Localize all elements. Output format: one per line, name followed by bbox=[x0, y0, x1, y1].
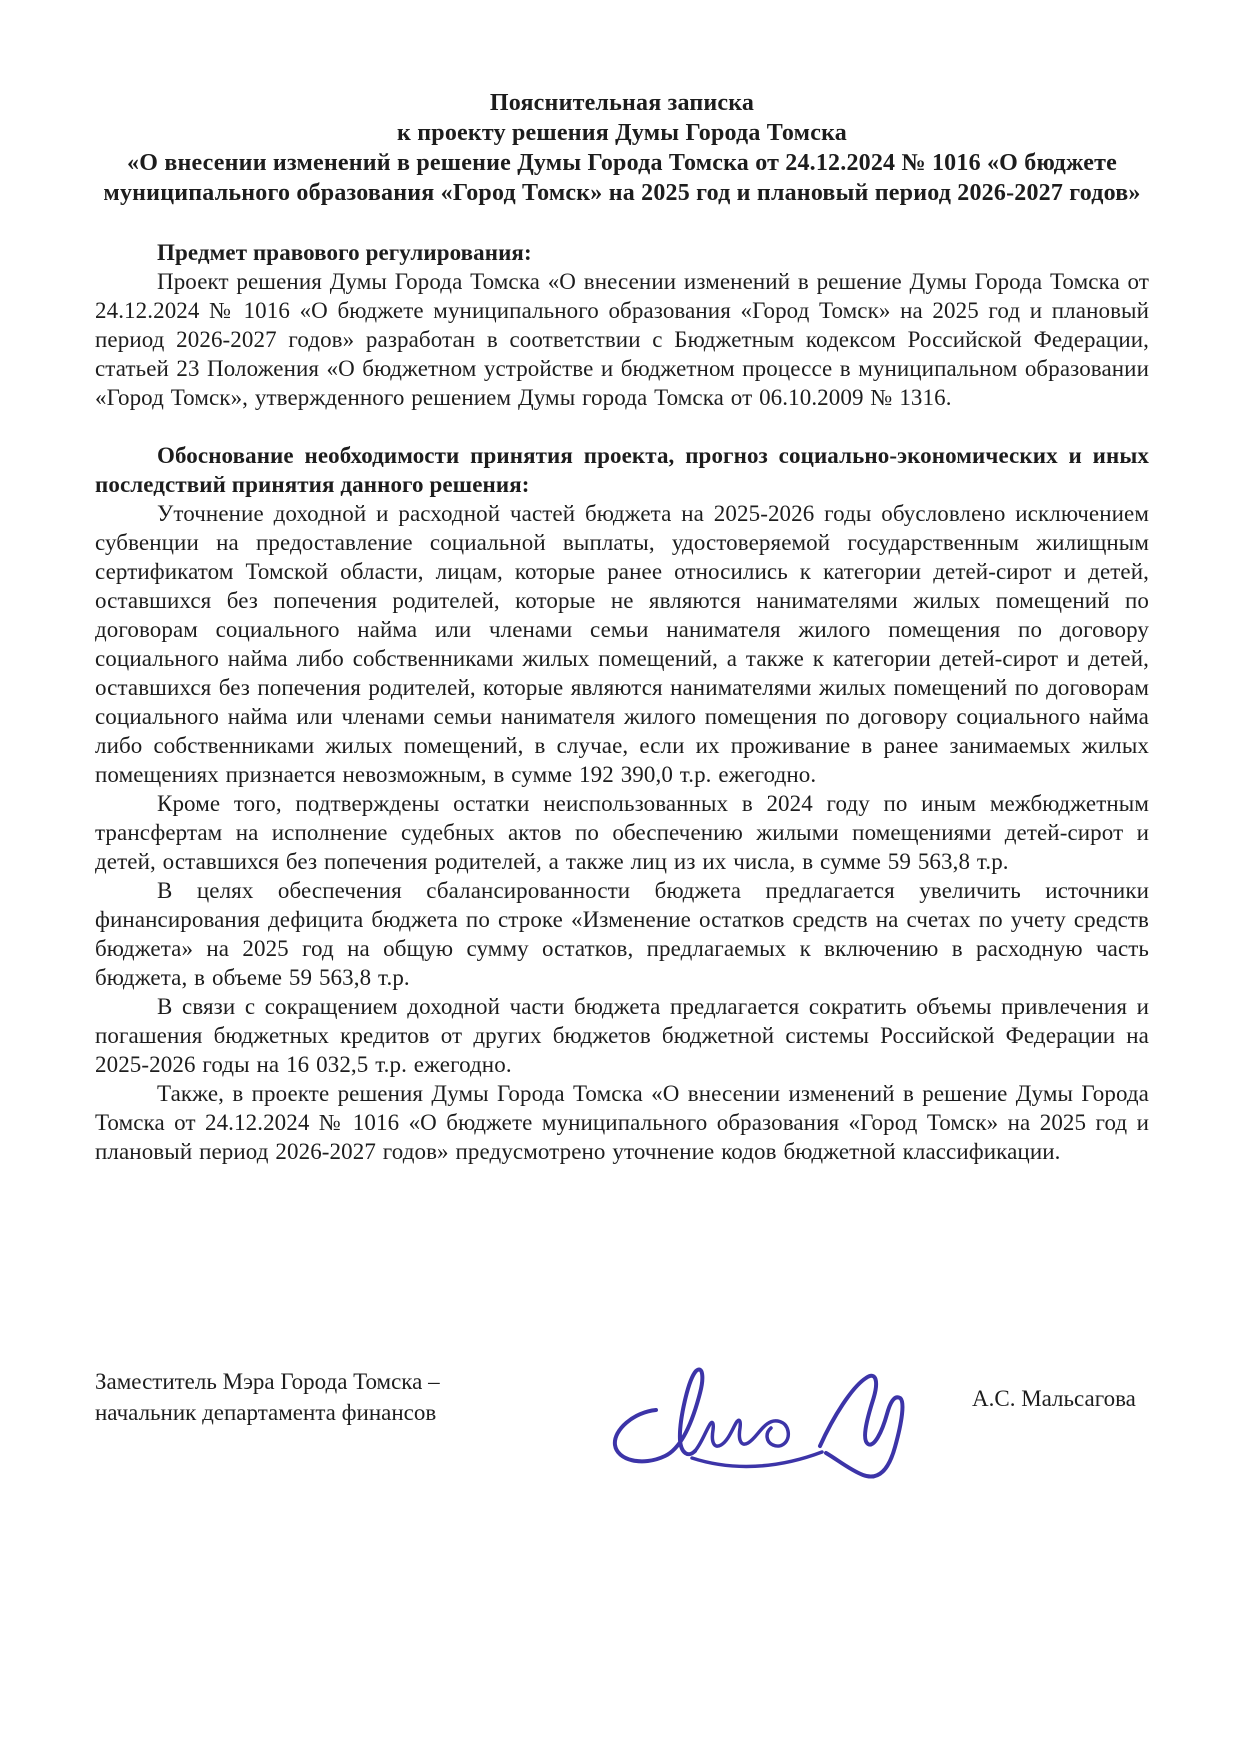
paragraph-budget-adjustment: Уточнение доходной и расходной частей бюджета на 2025-2026 годы обусловлено исключением субвенции на предоставление социальной выплаты, удостоверяемой государственным жилищным сертификатом Томской области, лицам, которые ранее относились к категории детей-сирот и детей, оставшихся без попечения родителей, которые не являются нанимателями жилых помещений по договорам социального найма или членами семьи нанимателя жилого помещения по договору социального найма либо собственниками жилых помещений, а также к категории детей-сирот и детей, оставшихся без попечения родителей, которые являются нанимателями жилых помещений по договорам социального найма или членами семьи нанимателя жилого помещения по договору социального найма либо собственниками жилых помещений, в случае, если их проживание в ранее занимаемых жилых помещениях признается невозможным, в сумме 192 390,0 т.р. ежегодно. bbox=[95, 501, 1149, 787]
paragraph-unused-balances: Кроме того, подтверждены остатки неиспользованных в 2024 году по иным межбюджетным трансфертам на исполнение судебных актов по обеспечению жилыми помещениями детей-сирот и детей, оставшихся без попечения родителей, а также лиц из их числа, в сумме 59 563,8 т.р. bbox=[95, 791, 1149, 874]
document-body bbox=[95, 88, 1149, 1166]
handwritten-signature-icon bbox=[592, 1352, 912, 1522]
signatory-position-line-2: начальник департамента финансов bbox=[95, 1400, 437, 1425]
paragraph-deficit-sources: В целях обеспечения сбалансированности бюджета предлагается увеличить источники финансирования дефицита бюджета по строке «Изменение остатков средств на счетах по учету средств бюджета» на 2025 год на общую сумму остатков, предлагаемых к включению в расходную часть бюджета, в объеме 59 563,8 т.р. bbox=[95, 878, 1149, 990]
paragraph-legal-subject: Проект решения Думы Города Томска «О внесении изменений в решение Думы Города Томска от 24.12.2024 № 1016 «О бюджете муниципального образования «Город Томск» на 2025 год и плановый период 2026-2027 годов» разработан в соответствии с Бюджетным кодексом Российской Федерации, статьей 23 Положения «О бюджетном устройстве и бюджетном процессе в муниципальном образовании «Город Томск», утвержденного решением Думы города Томска от 06.10.2009 № 1316. bbox=[95, 269, 1149, 410]
paragraph-budget-codes: Также, в проекте решения Думы Города Томска «О внесении изменений в решение Думы Города Томска от 24.12.2024 № 1016 «О бюджете муниципального образования «Город Томск» на 2025 год и плановый период 2026-2027 годов» предусмотрено уточнение кодов бюджетной классификации. bbox=[95, 1081, 1149, 1164]
signature-stroke-middle bbox=[692, 1420, 822, 1466]
signatory-position bbox=[95, 1366, 440, 1428]
signature-stroke-initial bbox=[615, 1370, 702, 1462]
document-title bbox=[95, 88, 1149, 208]
signatory-position-line-1: Заместитель Мэра Города Томска – bbox=[95, 1369, 440, 1394]
signatory-name: А.С. Мальсагова bbox=[972, 1386, 1136, 1411]
section-heading-legal-subject: Предмет правового регулирования: bbox=[157, 240, 532, 265]
title-line-3: «О внесении изменений в решение Думы Города Томска от 24.12.2024 № 1016 «О бюджете муниципального образования «Город Томск» на 2025 год и плановый период 2026-2027 годов» bbox=[103, 150, 1141, 206]
title-line-2: к проекту решения Думы Города Томска bbox=[397, 120, 847, 146]
section-heading-justification: Обоснование необходимости принятия проекта, прогноз социально-экономических и иных последствий принятия данного решения: bbox=[95, 443, 1149, 497]
paragraph-credit-reduction: В связи с сокращением доходной части бюджета предлагается сократить объемы привлечения и погашения бюджетных кредитов от других бюджетов бюджетной системы Российской Федерации на 2025-2026 годы на 16 032,5 т.р. ежегодно. bbox=[95, 994, 1149, 1077]
title-line-1: Пояснительная записка bbox=[489, 90, 755, 116]
signature-stroke-flourish bbox=[820, 1376, 902, 1477]
